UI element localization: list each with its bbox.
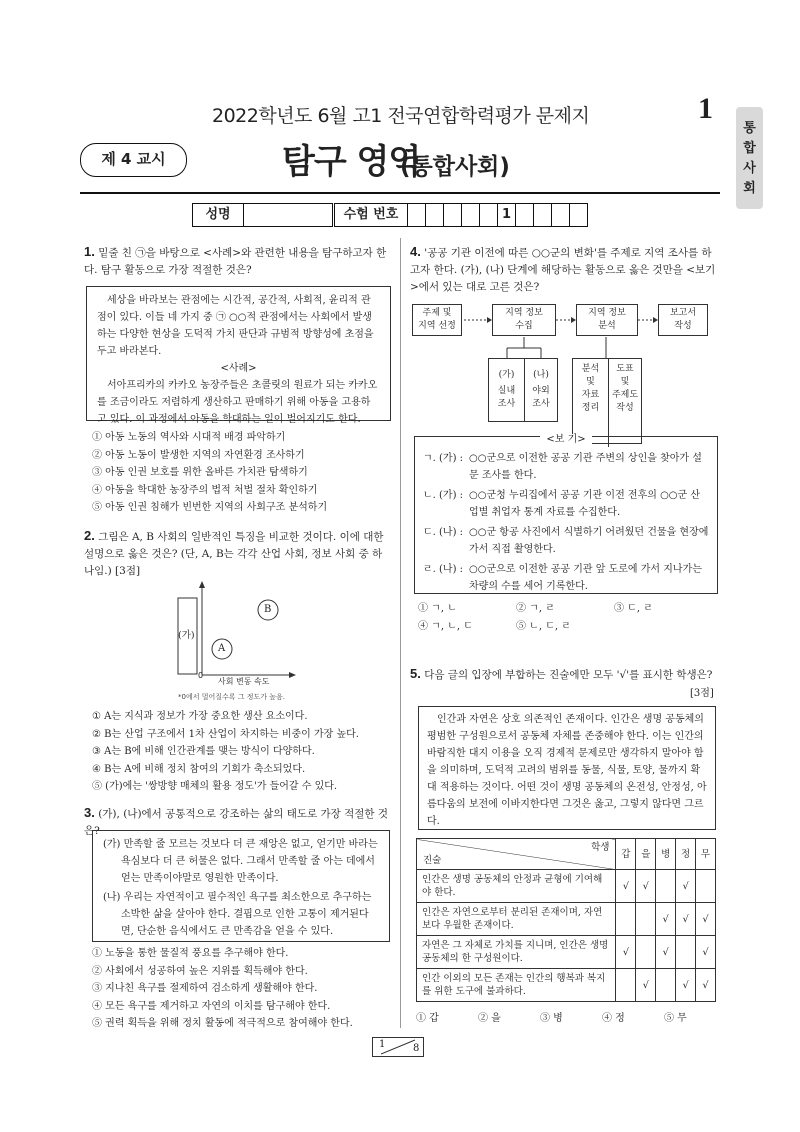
name-field (192, 203, 333, 227)
option[interactable]: ⑤ (가)에는 '쌍방향 매체의 활용 정도'가 들어갈 수 있다. (92, 781, 338, 792)
question-1 (84, 243, 389, 279)
student-answer-table (416, 838, 716, 1002)
fig-a-label: A (218, 643, 226, 654)
option[interactable]: ③ 지나친 욕구를 절제하여 검소하게 생활해야 한다. (92, 983, 318, 994)
substep-na-label: (나) (533, 370, 549, 380)
bogi-box (414, 436, 718, 594)
passage-box (86, 286, 391, 425)
name-label: 성명 (193, 204, 244, 226)
option[interactable]: ③ 병 (540, 1013, 563, 1024)
exam-digit-box[interactable] (426, 204, 444, 226)
mark-cell: √ (616, 870, 636, 903)
page-title: 탐구 영역 (282, 142, 421, 182)
statement-cell: 인간 이외의 모든 존재는 인간의 행복과 복지를 위한 도구에 불과하다. (417, 969, 616, 1002)
page-subtitle: (통합사회) (400, 154, 510, 180)
exam-digit-box[interactable]: 1 (498, 204, 516, 226)
side-tab-char: 사 (743, 161, 756, 176)
exam-period: 제 4 교시 (80, 143, 187, 177)
options-list (416, 1010, 716, 1028)
substep-map: 도표 및 주제도 작성 (611, 364, 639, 413)
exam-digit-box[interactable] (552, 204, 570, 226)
mark-cell: √ (616, 936, 636, 969)
bogi-key: ㄱ. (가) : (423, 453, 464, 464)
mark-cell: √ (656, 903, 676, 936)
flow-step-collect: 지역 정보 수집 (492, 304, 556, 336)
exam-title: 2022학년도 6월 고1 전국연합학력평가 문제지 (212, 105, 590, 127)
exam-number-label: 수험 번호 (335, 204, 408, 226)
statement-cell: 인간은 생명 공동체의 안정과 균형에 기여해야 한다. (417, 870, 616, 903)
passage-na: (나) 우리는 자연적이고 필수적인 욕구를 최소한으로 추구하는 소박한 삶을 살아야 한다. 결핍으로 인한 고통이 제거된다면, 단순한 음식에서도 큰 만족감을 얻을 수 있다. (103, 892, 372, 937)
substep-ga-label: (가) (498, 370, 515, 380)
collect-substeps (488, 358, 558, 422)
fig-origin-label: 0 (198, 671, 204, 680)
option[interactable]: ④ 아동을 학대한 농장주의 법적 처벌 절차 확인하기 (92, 484, 318, 496)
bogi-key: ㄴ. (가) : (423, 490, 464, 501)
options-list (418, 600, 718, 635)
exam-number-field (334, 203, 588, 227)
statement-cell: 자연은 그 자체로 가치를 지니며, 인간은 생명 공동체의 한 구성원이다. (417, 936, 616, 969)
question-4 (410, 243, 720, 296)
option[interactable]: ④ 정 (602, 1013, 625, 1024)
table-header-row (417, 839, 716, 870)
options-list (92, 708, 397, 796)
table-row (417, 903, 716, 936)
bogi-item (423, 524, 709, 558)
mark-cell: √ (656, 936, 676, 969)
bogi-key: ㄹ. (나) : (423, 564, 464, 575)
option[interactable]: ① 아동 노동의 역사와 시대적 배경 파악하기 (92, 432, 286, 443)
question-number: 1. (84, 244, 95, 259)
question-2 (84, 527, 389, 580)
option[interactable]: ④ ㄱ, ㄴ, ㄷ (418, 620, 473, 632)
header-statement-label: 진술 (423, 855, 442, 866)
flow-step-topic: 주제 및 지역 선정 (412, 304, 462, 336)
passage-ga: (가) 만족할 줄 모르는 것보다 더 큰 재앙은 없고, 얻기만 바라는 욕심보다 더 큰 허물은 없다. 그래서 만족할 줄 아는 데에서 얻는 만족이야말로 영원한 만족이다. (103, 839, 378, 884)
options-list (92, 945, 397, 1033)
header-divider (80, 192, 720, 194)
option[interactable]: ③ A는 B에 비해 인간관계를 맺는 방식이 다양하다. (92, 746, 315, 757)
bogi-text: ○○군으로 이전한 공공 기관 주변의 상인을 찾아가 설문 조사를 한다. (469, 453, 702, 481)
passage-text: 인간과 자연은 상호 의존적인 존재이다. 인간은 생명 공동체의 평범한 구성원으로서 공동체 자체를 존중해야 한다. 이는 인간의 바람직한 대지 이용을 오직 경제적 문제로만 생각하지 말아야 함을 의미하며, 도덕적 고려의 범위를 동물, 식물, 토양, 물까지 확대 적용하는 것이다. 어떤 것이 생명 공동체의 온전성, 안정성, 아름다움의 보전에 이바지한다면 그것은 옳고, 그렇지 않다면 그르다. (427, 714, 707, 827)
question-points: [3점] (690, 688, 714, 699)
page-current: 1 (379, 1039, 386, 1050)
question-number: 5. (410, 666, 421, 681)
mark-cell: √ (676, 903, 696, 936)
option[interactable]: ② 을 (478, 1013, 501, 1024)
bogi-label: <보 기> (540, 434, 591, 445)
mark-cell (656, 969, 676, 1002)
option[interactable]: ④ B는 A에 비해 정치 참여의 기회가 축소되었다. (92, 763, 306, 775)
option[interactable]: ① ㄱ, ㄴ (418, 603, 457, 614)
mark-cell (616, 903, 636, 936)
question-stem: (가), (나)에서 공통적으로 강조하는 삶의 태도로 가장 적절한 것은? (84, 808, 389, 837)
table-row (417, 936, 716, 969)
y-axis-arrow (199, 581, 205, 588)
mark-cell (656, 870, 676, 903)
substep-outdoor: 야외 조사 (532, 386, 550, 409)
mark-cell: √ (696, 903, 716, 936)
option[interactable]: ⑤ 무 (664, 1013, 687, 1024)
fig-note: *0에서 멀어질수록 그 정도가 높음. (178, 693, 285, 701)
substep-ga (489, 359, 525, 421)
options-list (92, 429, 392, 517)
statement-cell: 인간은 자연으로부터 분리된 존재이며, 자연보다 우월한 존재이다. (417, 903, 616, 936)
bogi-item (423, 561, 709, 595)
exam-digit-box[interactable] (570, 204, 587, 226)
exam-digit-box[interactable] (534, 204, 552, 226)
mark-cell: √ (636, 870, 656, 903)
side-tab-char: 합 (743, 141, 756, 156)
mark-cell: √ (676, 870, 696, 903)
side-tab-char: 회 (743, 181, 756, 196)
question-number: 4. (410, 244, 421, 259)
exam-digit-box[interactable] (516, 204, 534, 226)
bogi-text: ○○군으로 이전한 공공 기관 앞 도로에 가서 지나가는 차량의 수를 세어 기록한다. (469, 564, 702, 592)
option[interactable]: ④ 모든 욕구를 제거하고 자연의 이치를 탐구해야 한다. (92, 1000, 331, 1012)
option[interactable]: ① A는 지식과 정보가 가장 중요한 생산 요소이다. (92, 711, 308, 722)
mark-cell (636, 903, 656, 936)
mark-cell: √ (696, 969, 716, 1002)
exam-digit-box[interactable] (408, 204, 426, 226)
fig-ga-label: (가) (178, 630, 195, 641)
name-input[interactable] (244, 204, 332, 226)
student-col-header: 갑 (616, 839, 636, 870)
passage-text: 세상을 바라보는 관점에는 시간적, 공간적, 사회적, 윤리적 관점이 있다. 이들 네 가지 중 ㉠ ○○적 관점에서는 사회에서 발생하는 다양한 현상을 도덕적 가치 판단과 규범적 방향성에 초점을 두고 바라본다. (97, 295, 374, 357)
option[interactable]: ⑤ ㄴ, ㄷ, ㄹ (516, 620, 571, 632)
exam-digit-box[interactable] (444, 204, 462, 226)
mark-cell (676, 936, 696, 969)
question-stem: 다음 글의 입장에 부합하는 진술에만 모두 '√'를 표시한 학생은? (424, 669, 713, 681)
column-divider (400, 238, 401, 1028)
question-stem: 밑줄 친 ㉠을 바탕으로 <사례>와 관련한 내용을 탐구하고자 한다. 탐구 활동으로 가장 적절한 것은? (84, 247, 387, 276)
mark-cell (636, 936, 656, 969)
option[interactable]: ① 노동을 통한 물질적 풍요를 추구해야 한다. (92, 948, 289, 959)
student-col-header: 병 (656, 839, 676, 870)
option[interactable]: ③ ㄷ, ㄹ (614, 603, 653, 614)
bogi-label-wrap (423, 431, 709, 448)
survey-flowchart (412, 300, 718, 450)
fig-x-label: 사회 변동 속도 (218, 677, 270, 686)
substep-na (524, 359, 558, 411)
option[interactable]: ② 사회에서 성공하여 높은 지위를 획득해야 한다. (92, 965, 308, 977)
header-diagonal-cell (417, 839, 616, 870)
table-row (417, 969, 716, 1002)
fig-b-label: B (264, 604, 272, 615)
question-stem: 그림은 A, B 사회의 일반적인 특징을 비교한 것이다. 이에 대한 설명으로 옳은 것은? (단, A, B는 각각 산업 사회, 정보 사회 중 하나임.) [3점] (84, 531, 384, 577)
mark-cell (696, 870, 716, 903)
student-col-header: 무 (696, 839, 716, 870)
subject-side-tab (736, 107, 763, 209)
option[interactable]: ② 아동 노동이 발생한 지역의 자연환경 조사하기 (92, 449, 305, 461)
substep-indoor: 실내 조사 (497, 386, 516, 409)
option[interactable]: ② ㄱ, ㄹ (516, 603, 555, 614)
student-col-header: 정 (676, 839, 696, 870)
student-col-header: 을 (636, 839, 656, 870)
case-text: 서아프리카의 카카오 농장주들은 초콜릿의 원료가 되는 카카오를 조금이라도 저렴하게 생산하고 판매하기 위해 아동을 고용하고 있다. 이 과정에서 아동을 학대하는 일이 벌어지기도 한다. (97, 380, 378, 425)
bogi-item (423, 487, 709, 521)
page-number: 1 (698, 92, 713, 125)
flow-step-analyze: 지역 정보 분석 (576, 304, 638, 336)
passage-box (418, 706, 716, 830)
mark-cell: √ (636, 969, 656, 1002)
question-number: 3. (84, 805, 95, 820)
option[interactable]: ③ 아동 인권 보호를 위한 올바른 가치관 탐색하기 (92, 467, 308, 478)
x-axis-arrow (289, 672, 296, 678)
table-row (417, 870, 716, 903)
mark-cell: √ (696, 936, 716, 969)
option[interactable]: ② B는 산업 구조에서 1차 산업이 차지하는 비중이 가장 높다. (92, 728, 359, 740)
flow-step-report: 보고서 작성 (658, 304, 708, 336)
mark-cell (616, 969, 636, 1002)
page-indicator (372, 1037, 424, 1057)
page-total: 8 (413, 1043, 420, 1054)
bogi-text: ○○군 항공 사진에서 식별하기 어려웠던 건물을 현장에 가서 직접 촬영한다. (469, 527, 709, 555)
question-stem: '공공 기관 이전에 따른 ○○군의 변화'를 주제로 지역 조사를 하고자 한다. (가), (나) 단계에 해당하는 활동으로 옳은 것만을 <보기>에서 있는 대로 고른 것은? (410, 247, 716, 293)
exam-digit-box[interactable] (462, 204, 480, 226)
header-student-label: 학생 (591, 842, 610, 853)
side-tab-char: 통 (743, 121, 756, 136)
bogi-text: ○○군청 누리집에서 공공 기관 이전 전후의 ○○군 산업별 취업자 통계 자료를 수집한다. (469, 490, 701, 518)
option[interactable]: ⑤ 권력 획득을 위해 정치 활동에 적극적으로 참여해야 한다. (92, 1018, 353, 1029)
option[interactable]: ⑤ 아동 인권 침해가 빈번한 지역의 사회구조 분석하기 (92, 502, 328, 513)
passage-box (92, 830, 390, 942)
question-5 (410, 665, 720, 684)
exam-digit-box[interactable] (480, 204, 498, 226)
bogi-item (423, 450, 709, 484)
case-label: <사례> (220, 363, 257, 374)
mark-cell: √ (676, 969, 696, 1002)
substep-organize: 분석 및 자료 정리 (573, 359, 609, 447)
bogi-key: ㄷ. (나) : (423, 527, 464, 538)
option[interactable]: ① 갑 (416, 1013, 439, 1024)
question-number: 2. (84, 528, 95, 543)
